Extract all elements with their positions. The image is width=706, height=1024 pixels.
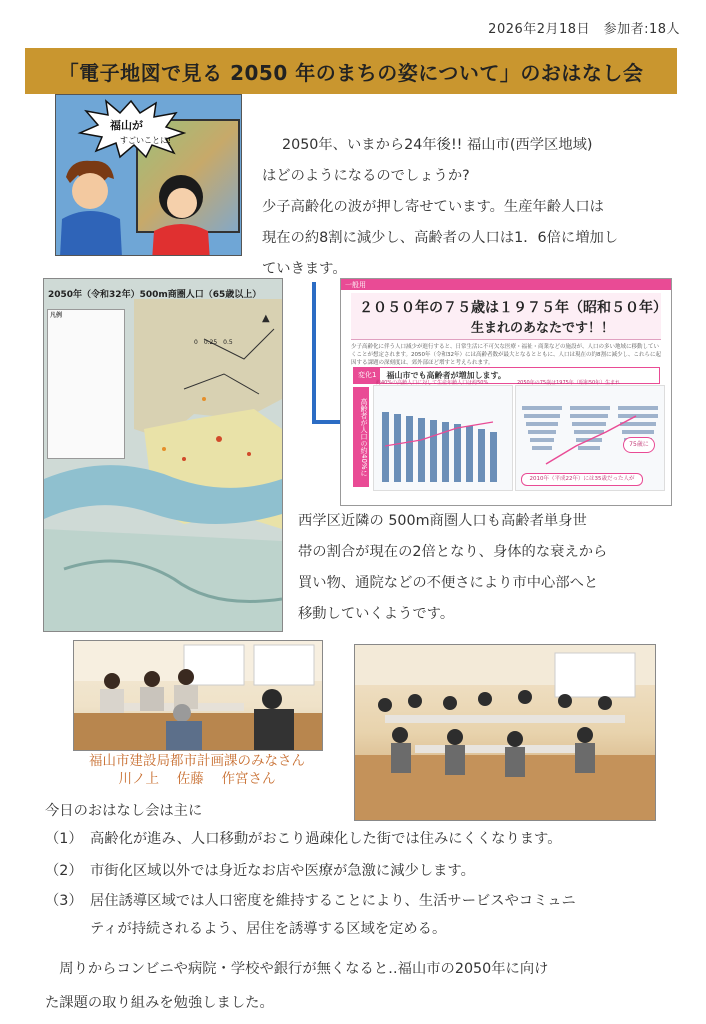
population-map — [43, 278, 283, 632]
north-arrow-icon: ▲ — [262, 313, 270, 324]
photo-presenters-graphic — [74, 641, 322, 750]
list-item — [45, 824, 685, 854]
article-clipping — [340, 278, 672, 506]
closing-line-2: た課題の取り組みを勉強しました。 — [45, 995, 274, 1011]
legend-title: 凡例 — [50, 312, 63, 319]
map-legend — [47, 309, 125, 459]
intro-line-4: 現在の約8割に減少し、高齢者の人口は1．6倍に増加し — [262, 230, 619, 246]
population-bar-chart — [373, 385, 513, 491]
item-text: 高齢化が進み、人口移動がおこり過疎化した街では住みにくくなります。 — [90, 831, 562, 847]
page-title: 「電子地図で見る 2050 年のまちの姿について」のおはなし会 — [58, 60, 644, 85]
speech-burst — [76, 99, 186, 159]
intro-line-2: はどのようになるのでしょうか? — [262, 168, 470, 184]
item-number: （1） — [45, 831, 83, 847]
side-label: 高齢者が人口の約40%に — [353, 387, 369, 487]
intro-line-5: ていきます。 — [262, 261, 347, 277]
photo-presenters — [73, 640, 323, 751]
sub-text: 福山市でも高齢者が増加します。 — [386, 371, 506, 380]
comic-illustration — [55, 94, 242, 256]
second-line-1: 西学区近隣の 500m商圏人口も高齢者単身世 — [298, 513, 587, 529]
item-text: 市街化区域以外では身近なお店や医療が急激に減少します。 — [90, 863, 475, 879]
article-topbar — [341, 279, 671, 290]
photo-caption-1: 福山市建設局都市計画課のみなさん — [89, 753, 305, 769]
list-item — [45, 856, 685, 886]
note-b: 2050年の75歳は1975年（昭和50年）生まれ — [517, 380, 621, 386]
article-heading-2: 生まれのあなたです！！ — [471, 321, 615, 336]
intro-line-1: 2050年、いまから24年後!! 福山市(西学区地域) — [282, 137, 593, 153]
article-tag: 一般用 — [345, 281, 366, 289]
second-line-2: 帯の割合が現在の2倍となり、身体的な衰えから — [298, 544, 608, 560]
photo-audience-graphic — [355, 645, 655, 820]
sub-badge: 変化1 — [354, 368, 380, 383]
title-banner — [25, 48, 677, 94]
date-participants: 2026年2月18日 参加者:18人 — [488, 22, 680, 37]
list-item-continuation: ティが持続されるよう、居住を誘導する区域を定める。 — [90, 921, 447, 937]
note-a: 約40%の高齢人口に対して生産年齢人口は約50% — [376, 380, 489, 386]
article-heading-box — [351, 293, 667, 340]
lead-text: 今日のおはなし会は主に — [45, 803, 203, 819]
map-title: 2050年（令和32年）500m商圏人口（65歳以上） — [48, 290, 262, 300]
item-number: （3） — [45, 893, 83, 909]
article-body: 少子高齢化に伴う人口減少が進行すると、日常生活に不可欠な医療・福祉・商業などの施設が、人口の多い地域に移動していくことが想定されます。2050年（令和32年）には高齢者数が最大となるとともに、人口は現在の約8割に減少し、これらに起因する課題の深刻度は、郊外部ほど増すと考えられます。 — [351, 344, 662, 366]
article-heading-1: ２０５０年の７５歳は１９７５年（昭和５０年） — [359, 300, 667, 316]
closing-line-1: 周りからコンビニや病院・学校や銀行が無くなると‥福山市の2050年に向け — [45, 961, 549, 977]
item-text: 居住誘導区域では人口密度を維持することにより、生活サービスやコミュニ — [90, 893, 576, 909]
photo-caption-2: 川ノ上 佐藤 作宮さん — [118, 771, 276, 787]
list-item — [45, 886, 685, 916]
callout-75: 75歳に — [623, 437, 655, 453]
item-number: （2） — [45, 863, 83, 879]
callout-2010: 2010年（平成22年）には35歳だった人が — [521, 473, 643, 486]
speech-text-2: すごいことに! — [120, 136, 172, 145]
intro-line-3: 少子高齢化の波が押し寄せています。生産年齢人口は — [262, 199, 604, 215]
boy-figure — [56, 157, 126, 256]
second-line-4: 移動していくようです。 — [298, 606, 455, 622]
second-line-3: 買い物、通院などの不便さにより市中心部へと — [298, 575, 599, 591]
photo-audience — [354, 644, 656, 821]
intro-paragraph — [262, 130, 682, 285]
map-scale: 0 0.25 0.5 — [194, 339, 233, 346]
closing-paragraph — [45, 952, 685, 1020]
second-paragraph — [298, 506, 683, 630]
girl-figure — [146, 171, 216, 256]
speech-text-1: 福山が — [110, 119, 143, 132]
